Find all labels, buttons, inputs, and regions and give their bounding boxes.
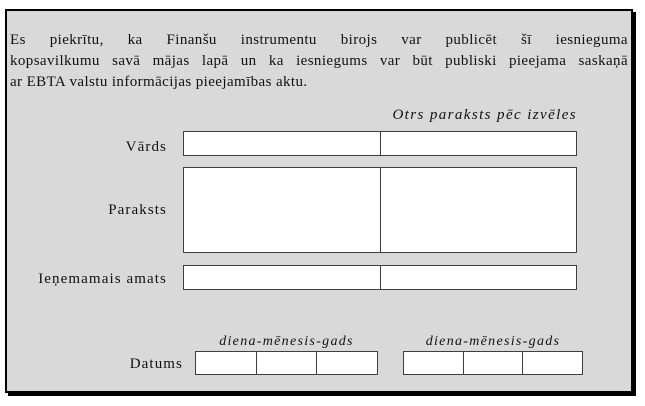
position-input-primary[interactable] xyxy=(184,266,381,289)
consent-paragraph xyxy=(10,30,628,93)
date-day-input-second[interactable] xyxy=(404,352,464,374)
date-year-input-second[interactable] xyxy=(523,352,582,374)
date-day-input-primary[interactable] xyxy=(196,352,257,374)
consent-form-sheet xyxy=(5,9,633,393)
date-month-input-primary[interactable] xyxy=(257,352,318,374)
date-label: Datums xyxy=(129,356,183,372)
name-input-primary[interactable] xyxy=(184,132,381,155)
date-year-input-primary[interactable] xyxy=(317,352,377,374)
name-input-second-signatory[interactable] xyxy=(381,132,577,155)
signature-input-primary[interactable] xyxy=(184,168,381,252)
second-signature-note: Otrs paraksts pēc izvēles xyxy=(392,107,577,123)
position-input-second-signatory[interactable] xyxy=(381,266,577,289)
position-label: Ieņemamais amats xyxy=(38,271,167,287)
consent-line-3: ar EBTA valstu informācijas pieejamības aktu. xyxy=(10,74,308,90)
date-format-hint-second: diena-mēnesis-gads xyxy=(425,334,561,349)
name-label: Vārds xyxy=(125,139,167,155)
date-format-hint-first: diena-mēnesis-gads xyxy=(219,334,354,349)
signature-label: Paraksts xyxy=(108,202,167,218)
date-month-input-second[interactable] xyxy=(464,352,524,374)
signature-field xyxy=(183,167,577,253)
signature-input-second-signatory[interactable] xyxy=(381,168,577,252)
date-field-primary xyxy=(195,351,378,375)
name-field xyxy=(183,131,577,156)
position-field xyxy=(183,265,577,290)
consent-line-2: kopsavilkumu savā mājas lapā un ka iesniegums var būt publiski pieejama saskaņā xyxy=(10,53,628,69)
date-field-second-signatory xyxy=(403,351,583,375)
consent-line-1: Es piekrītu, ka Finanšu instrumentu birojs var publicēt šī iesnieguma xyxy=(10,32,628,48)
